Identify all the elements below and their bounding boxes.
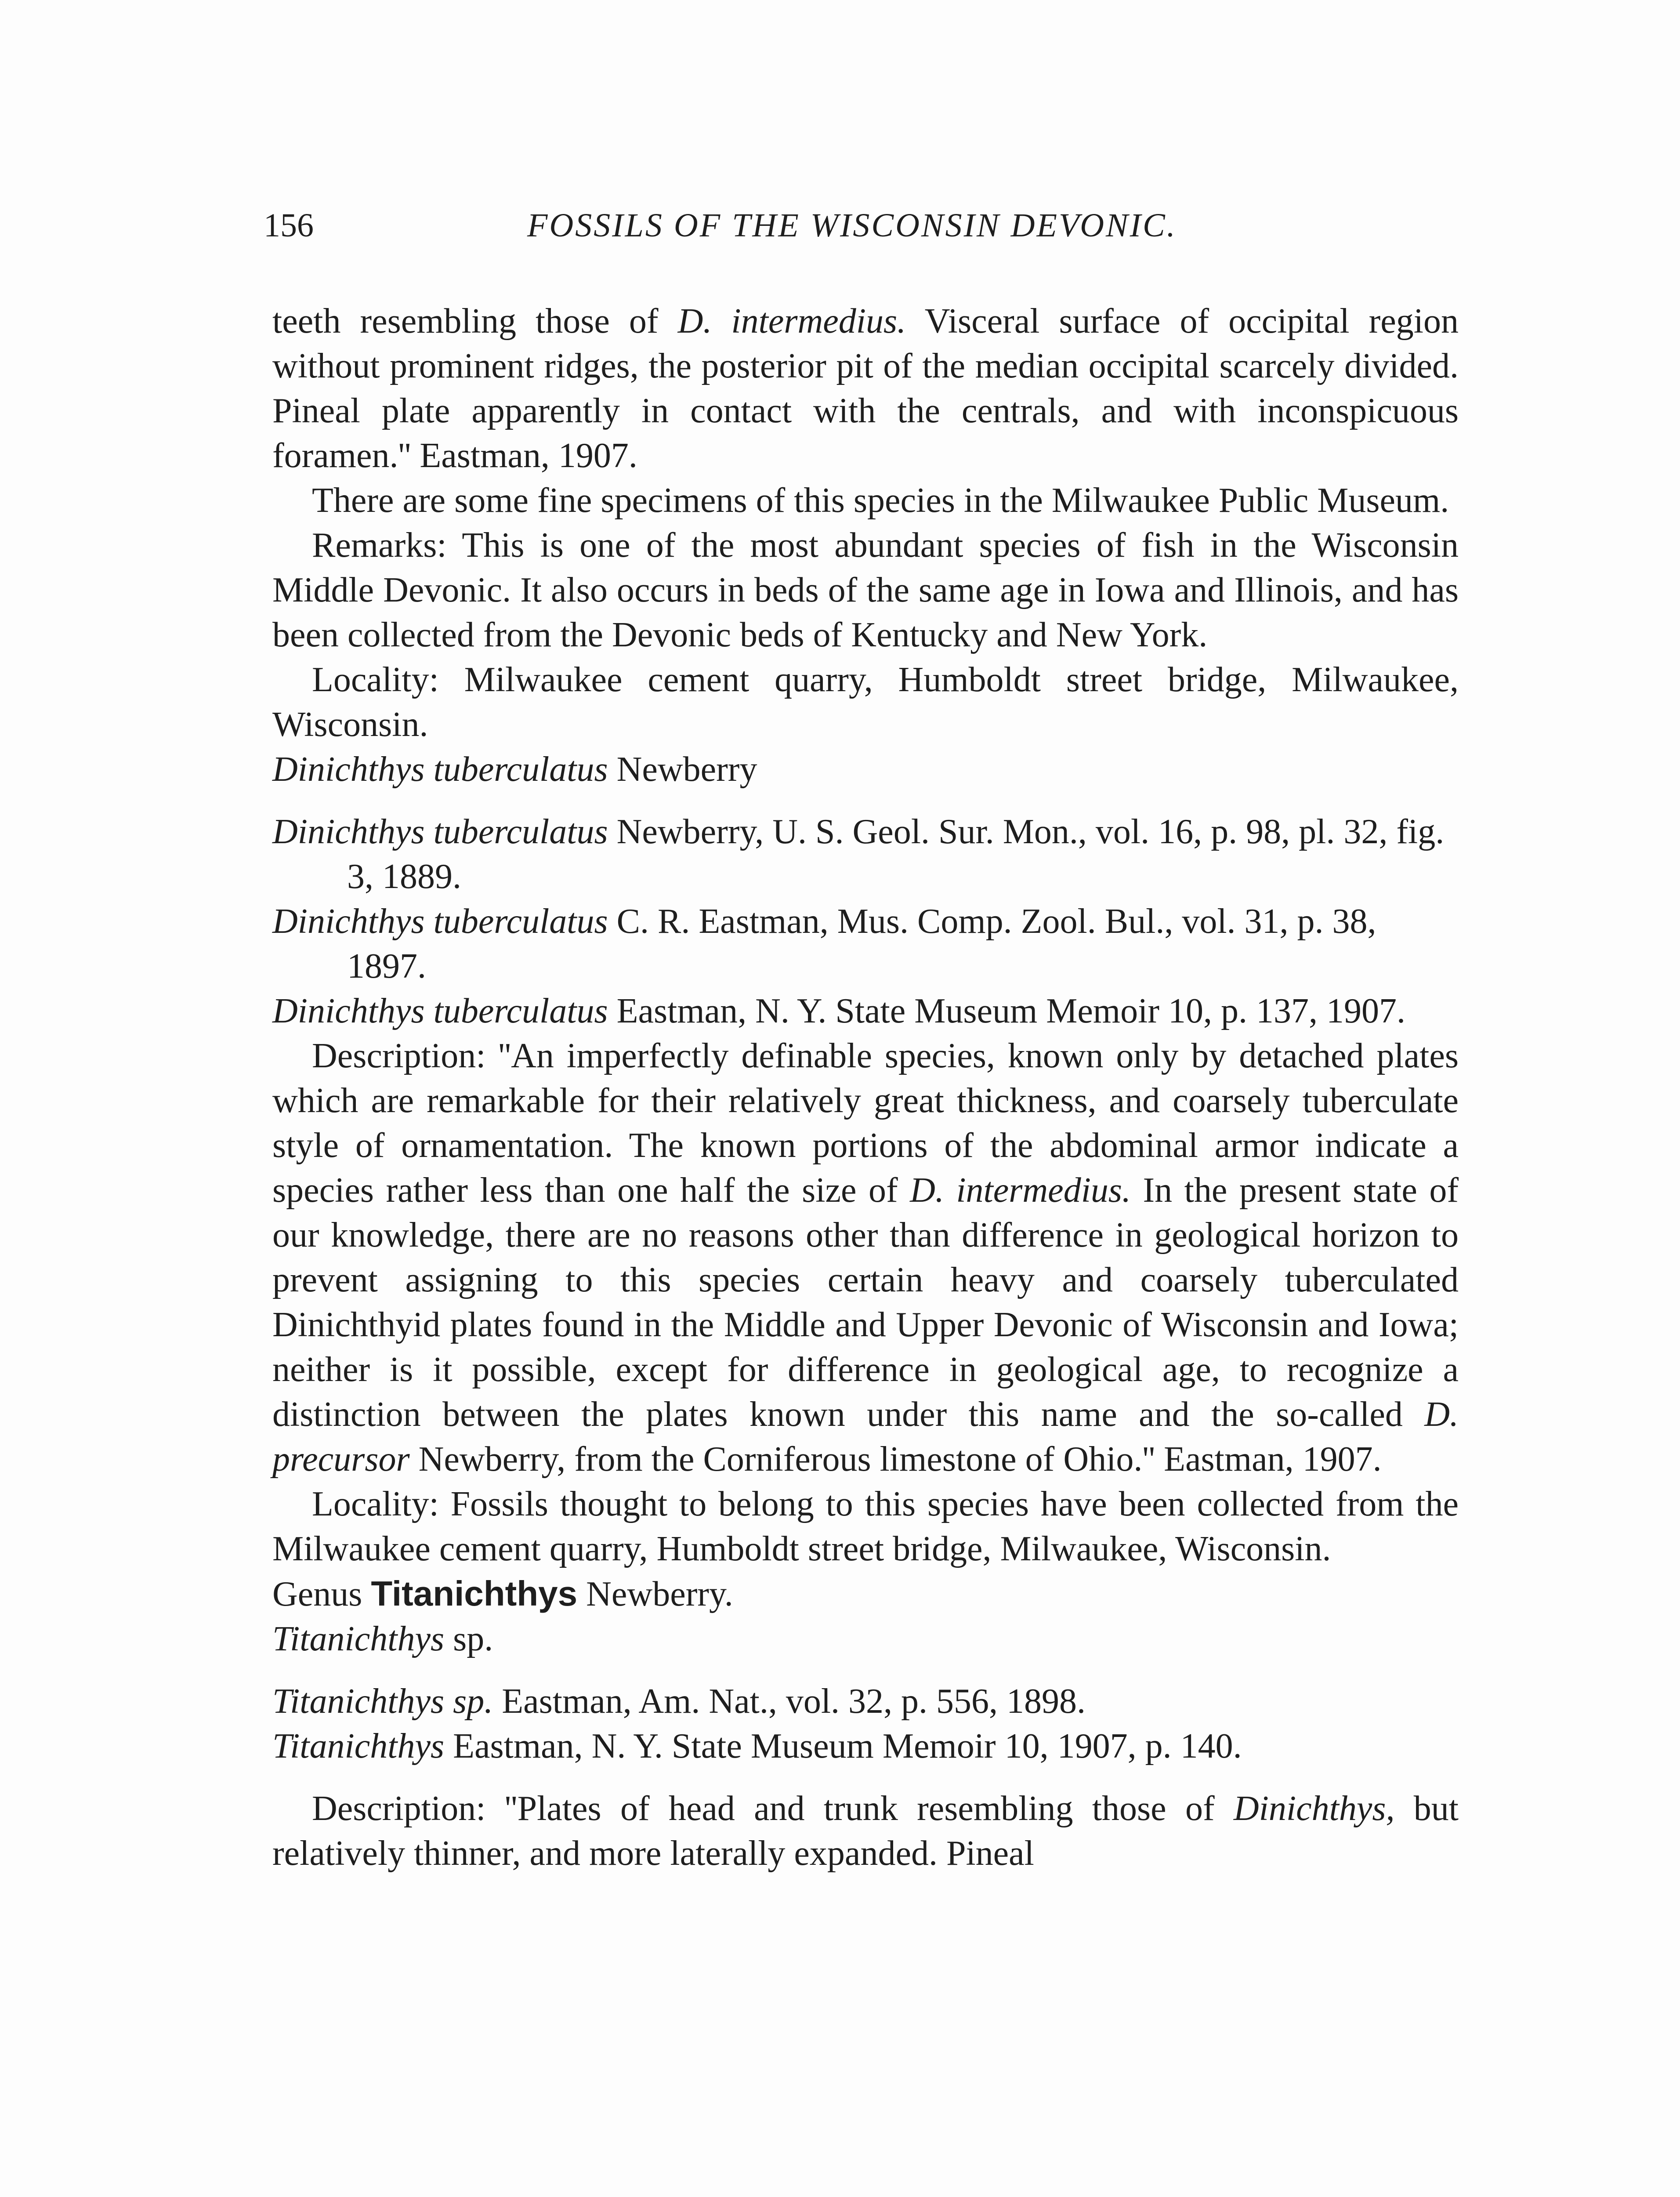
species-heading: Titanichthys sp. xyxy=(272,1620,493,1658)
paragraph-locality: Locality: Milwaukee cement quarry, Humboldt street bridge, Milwaukee, Wisconsin. xyxy=(272,660,1459,744)
synonymy-entry: Titanichthys Eastman, N. Y. State Museum Memoir 10, 1907, p. 140. xyxy=(272,1727,1242,1766)
running-head: FOSSILS OF THE WISCONSIN DEVONIC. xyxy=(527,207,1177,244)
synonymy-entry: Titanichthys sp. Eastman, Am. Nat., vol. 32, p. 556, 1898. xyxy=(272,1682,1086,1721)
synonymy-entry: Dinichthys tuberculatus Newberry, U. S. Geol. Sur. Mon., vol. 16, p. 98, pl. 32, fig. 3, 1889. xyxy=(272,812,1445,896)
paragraph-description: Description: ''Plates of head and trunk resembling those of Dinichthys, but relatively thinner, and more laterally expanded. Pineal xyxy=(272,1789,1459,1873)
species-name: D. intermedius. xyxy=(677,302,906,341)
synonymy-entry: Dinichthys tuberculatus C. R. Eastman, Mus. Comp. Zool. Bul., vol. 31, p. 38, 1897. xyxy=(272,902,1376,986)
page-body xyxy=(272,299,1459,1876)
synonymy-entry: Dinichthys tuberculatus Eastman, N. Y. State Museum Memoir 10, p. 137, 1907. xyxy=(272,992,1406,1030)
paragraph-locality: Locality: Fossils thought to belong to this species have been collected from the Milwaukee cement quarry, Humboldt street bridge, Milwaukee, Wisconsin. xyxy=(272,1485,1459,1568)
paragraph-specimens: There are some fine specimens of this species in the Milwaukee Public Museum. xyxy=(312,481,1449,520)
species-heading: Dinichthys tuberculatus Newberry xyxy=(272,750,757,789)
page-number: 156 xyxy=(264,207,314,244)
paragraph-continued-quote: teeth resembling those of D. intermedius. Visceral surface of occipital region without prominent ridges, the posterior pit of the median occipital scarcely divided. Pineal plate apparently in contact with the centrals, and with inconspicuous foramen.'' Eastman, 1907. xyxy=(272,302,1459,475)
paragraph-remarks: Remarks: This is one of the most abundant species of fish in the Wisconsin Middle Devonic. It also occurs in beds of the same age in Iowa and Illinois, and has been collected from the Devonic beds of Kentucky and New York. xyxy=(272,526,1459,654)
page-header xyxy=(264,207,1467,259)
genus-heading: Genus Titanichthys Newberry. xyxy=(272,1574,733,1613)
paragraph-description: Description: ''An imperfectly definable species, known only by detached plates which are remarkable for their relatively great thickness, and coarsely tuberculate style of ornamentation. The known portions of the abdominal armor indicate a species rather less than one half the size of D. intermedius. In the present state of our knowledge, there are no reasons other than difference in geological horizon to prevent assigning to this species certain heavy and coarsely tuberculated Dinichthyid plates found in the Middle and Upper Devonic of Wisconsin and Iowa; neither is it possible, except for difference in geological age, to recognize a distinction between the plates known under this name and the so-called D. precursor Newberry, from the Corniferous limestone of Ohio.'' Eastman, 1907. xyxy=(272,1037,1459,1479)
